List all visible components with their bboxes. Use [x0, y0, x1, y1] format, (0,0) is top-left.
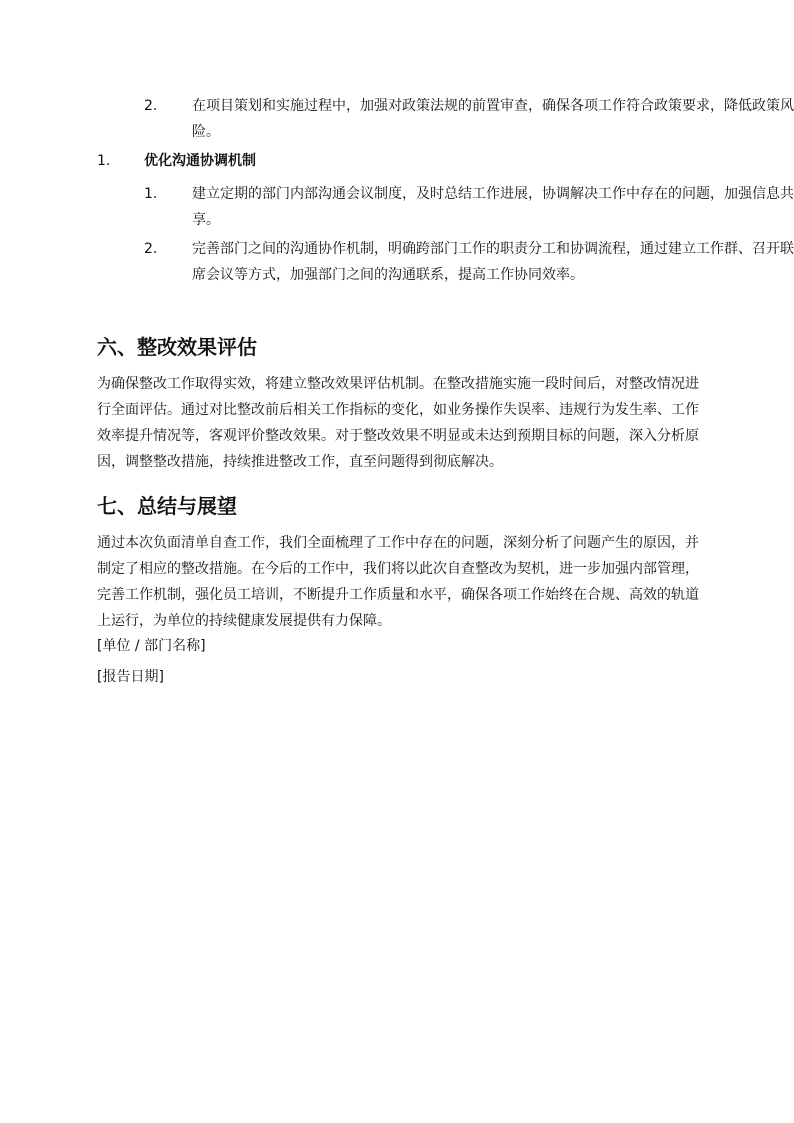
- subsection-heading: [97, 148, 746, 174]
- list-item-internal-meeting: [97, 181, 794, 233]
- subsection-title: 优化沟通协调机制: [144, 153, 256, 169]
- list-text: 在项目策划和实施过程中，加强对政策法规的前置审查，确保各项工作符合政策要求，降低政策风险。: [192, 98, 794, 140]
- list-number: 2.: [144, 98, 158, 114]
- list-item-cross-dept: [97, 236, 794, 288]
- section-7-heading: 七、总结与展望: [97, 494, 237, 518]
- list-number: 2.: [144, 241, 158, 257]
- list-number: 1.: [144, 186, 158, 202]
- list-item-policy-review: [97, 93, 794, 145]
- report-date-placeholder: [报告日期]: [97, 669, 164, 685]
- section-7-body: 通过本次负面清单自查工作，我们全面梳理了工作中存在的问题，深刻分析了问题产生的原因，并制定了相应的整改措施。在今后的工作中，我们将以此次自查整改为契机，进一步加强内部管理，完善工作机制，强化员工培训，不断提升工作质量和水平，确保各项工作始终在合规、高效的轨道上运行，为单位的持续健康发展提供有力保障。: [97, 535, 699, 629]
- section-6-heading: 六、整改效果评估: [97, 335, 257, 359]
- unit-name-placeholder: [单位 / 部门名称]: [97, 638, 206, 654]
- subsection-number: 1.: [97, 153, 111, 169]
- list-text: 建立定期的部门内部沟通会议制度，及时总结工作进展，协调解决工作中存在的问题，加强信息共享。: [192, 186, 794, 228]
- list-text: 完善部门之间的沟通协作机制，明确跨部门工作的职责分工和协调流程，通过建立工作群、召开联席会议等方式，加强部门之间的沟通联系，提高工作协同效率。: [192, 241, 794, 283]
- section-6-body: 为确保整改工作取得实效，将建立整改效果评估机制。在整改措施实施一段时间后，对整改情况进行全面评估。通过对比整改前后相关工作指标的变化，如业务操作失误率、违规行为发生率、工作效率提升情况等，客观评价整改效果。对于整改效果不明显或未达到预期目标的问题，深入分析原因，调整整改措施，持续推进整改工作，直至问题得到彻底解决。: [97, 376, 699, 470]
